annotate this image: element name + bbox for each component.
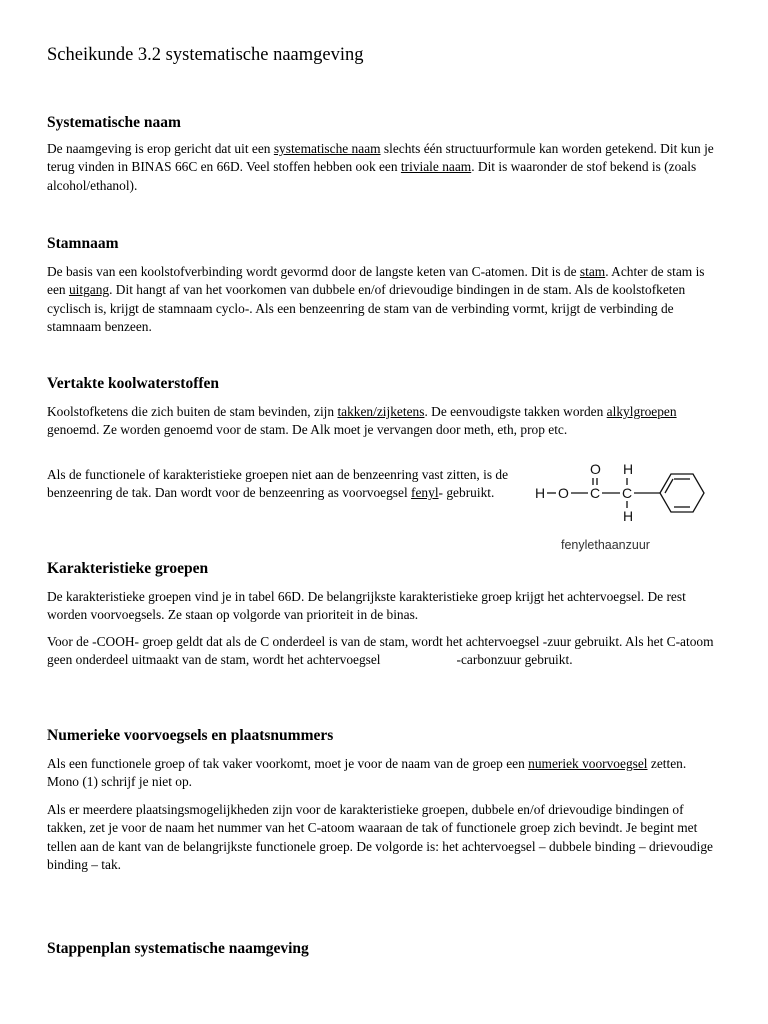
paragraph-vertakt-1: Koolstofketens die zich buiten de stam bevinden, zijn takken/zijketens. De eenvoudigste takken worden alkylgroepen genoemd. Ze worden genoemd voor de stam. De Alk moet je vervangen door meth, eth, prop etc. — [47, 404, 677, 438]
term-triviale-naam: triviale naam — [400, 159, 472, 175]
atom-o-single: O — [558, 485, 569, 501]
paragraph-vertakt-2: Als de functionele of karakteristieke groepen niet aan de benzeenring vast zitten, is de benzeenring de tak. Dan wordt voor de benzeenring as voorvoegsel fenyl- gebruikt. — [47, 467, 509, 501]
term-stam: stam — [579, 264, 606, 279]
heading-stappenplan: Stappenplan systematische naamgeving — [47, 940, 309, 957]
term-uitgang: uitgang — [68, 282, 110, 298]
paragraph-stamnaam: De basis van een koolstofverbinding wordt gevormd door de langste keten van C-atomen. Dit is de stam. Achter de stam is een uitgang. Dit hangt af van het voorkomen van dubbele en/of drievoudige bindingen in de stam. Als de koolstofketen cyclisch is, krijgt de stamnaam cyclo-. Als een benzeenring de stam van de verbinding vormt, krijgt de verbinding de stamnaam benzeen. — [47, 264, 705, 335]
paragraph-karakteristiek-2: Voor de -COOH- groep geldt dat als de C onderdeel is van de stam, wordt het achtervoegsel -zuur gebruikt. Als het C-atoom geen onderdeel uitmaakt van de stam, wordt het achtervoegsel -carbonzuur gebruikt. — [47, 634, 714, 668]
paragraph-karakteristiek-1: De karakteristieke groepen vind je in tabel 66D. De belangrijkste karakteristieke groep krijgt het achtervoegsel. De rest worden voorvoegsels. Ze staan op volgorde van prioriteit in de binas. — [47, 589, 686, 623]
heading-systematische-naam: Systematische naam — [47, 114, 181, 131]
figure-caption: fenylethaanzuur — [561, 538, 650, 552]
term-numeriek-voorvoegsel: numeriek voorvoegsel — [528, 756, 648, 771]
term-takken: takken/zijketens — [337, 404, 425, 419]
atom-h-top: H — [623, 461, 634, 477]
atom-c1: C — [590, 485, 601, 501]
benzene-ring — [660, 474, 704, 512]
paragraph-numeriek-1: Als een functionele groep of tak vaker voorkomt, moet je voor de naam van de groep een numeriek voorvoegsel zetten. Mono (1) schrijf je niet op. — [47, 756, 687, 790]
atom-h-left: H — [535, 485, 546, 501]
atom-o-double: O — [590, 461, 601, 477]
page-title: Scheikunde 3.2 systematische naamgeving — [47, 45, 364, 65]
atom-h-bottom: H — [623, 508, 634, 524]
heading-karakteristieke-groepen: Karakteristieke groepen — [47, 560, 209, 577]
term-alkylgroepen: alkylgroepen — [606, 404, 677, 419]
paragraph-systematische-naam: De naamgeving is erop gericht dat uit een systematische naam slechts één structuurformule kan worden getekend. Dit kun je terug vinden in BINAS 66C en 66D. Veel stoffen hebben ook een triviale naam. Dit is waaronder de stof bekend is (zoals alcohol/ethanol). — [47, 141, 714, 193]
heading-stamnaam: Stamnaam — [47, 235, 119, 252]
molecule-diagram — [532, 458, 742, 538]
heading-vertakte-koolwaterstoffen: Vertakte koolwaterstoffen — [47, 375, 220, 392]
term-systematische-naam: systematische naam — [273, 141, 381, 156]
term-fenyl: fenyl — [411, 485, 439, 501]
atom-c2: C — [622, 485, 633, 501]
heading-numerieke-voorvoegsels: Numerieke voorvoegsels en plaatsnummers — [47, 727, 334, 744]
paragraph-numeriek-2: Als er meerdere plaatsingsmogelijkheden zijn voor de karakteristieke groepen, dubbele en/of drievoudige bindingen of takken, zet je voor de naam het nummer van het C-atoom waaraan de tak of functionele groep zich bevindt. Je begint met tellen aan de kant van de belangrijkste functionele groep. De volgorde is: het achtervoegsel – dubbele binding – drievoudige binding – tak. — [47, 802, 713, 873]
